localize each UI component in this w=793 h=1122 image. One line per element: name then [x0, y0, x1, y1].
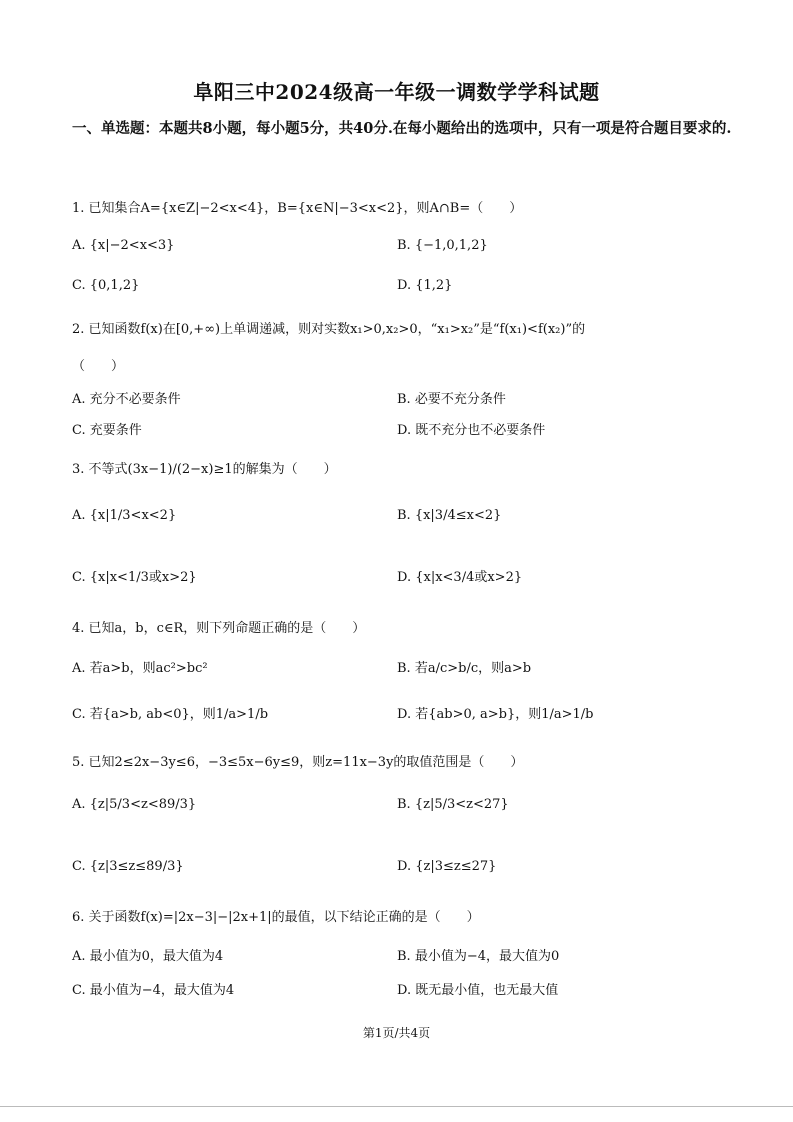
question-2-option-a: A. 充分不必要条件: [72, 392, 181, 407]
question-2-option-b: B. 必要不充分条件: [397, 392, 506, 407]
question-3-option-c: C. {x|x<1/3或x>2}: [72, 570, 197, 585]
question-3-stem: 3. 不等式(3x−1)/(2−x)≥1的解集为（ ）: [72, 462, 337, 477]
question-1-stem: 1. 已知集合A={x∈Z|−2<x<4}，B={x∈N|−3<x<2}，则A∩B=（ ）: [72, 201, 523, 216]
bottom-divider: [0, 1106, 793, 1107]
question-2-option-c: C. 充要条件: [72, 423, 142, 438]
question-1-option-a: A. {x|−2<x<3}: [72, 238, 175, 253]
question-6-option-d: D. 既无最小值，也无最大值: [397, 983, 559, 998]
question-1-option-b: B. {−1,0,1,2}: [397, 238, 488, 253]
question-2-option-d: D. 既不充分也不必要条件: [397, 423, 546, 438]
page-title: 阜阳三中2024级高一年级一调数学学科试题: [193, 80, 600, 104]
question-4-option-c: C. 若{a>b, ab<0}，则1/a>1/b: [72, 707, 269, 722]
question-2-stem-continued: （ ）: [72, 359, 125, 374]
question-4-option-d: D. 若{ab>0, a>b}，则1/a>1/b: [397, 707, 594, 722]
question-1-option-c: C. {0,1,2}: [72, 278, 140, 293]
question-5-option-c: C. {z|3≤z≤89/3}: [72, 859, 184, 874]
question-4-stem: 4. 已知a，b，c∈R，则下列命题正确的是（ ）: [72, 621, 366, 636]
section-heading: 一、单选题：本题共8小题，每小题5分，共40分.在每小题给出的选项中，只有一项是符合题目要求的.: [72, 120, 732, 137]
question-4-option-a: A. 若a>b，则ac²>bc²: [72, 661, 208, 676]
question-6-option-c: C. 最小值为−4，最大值为4: [72, 983, 235, 998]
question-6-option-b: B. 最小值为−4，最大值为0: [397, 949, 560, 964]
question-5-option-d: D. {z|3≤z≤27}: [397, 859, 497, 874]
question-2-stem: 2. 已知函数f(x)在[0,+∞)上单调递减，则对实数x₁>0,x₂>0，“x₁>x₂”是“f(x₁)<f(x₂)”的: [72, 322, 586, 337]
question-3-option-b: B. {x|3/4≤x<2}: [397, 508, 502, 523]
question-4-option-b: B. 若a/c>b/c，则a>b: [397, 661, 532, 676]
page-footer: 第1页/共4页: [362, 1026, 431, 1040]
question-5-option-b: B. {z|5/3<z<27}: [397, 797, 509, 812]
question-6-stem: 6. 关于函数f(x)=|2x−3|−|2x+1|的最值，以下结论正确的是（ ）: [72, 910, 480, 925]
question-6-option-a: A. 最小值为0，最大值为4: [72, 949, 224, 964]
question-3-option-d: D. {x|x<3/4或x>2}: [397, 570, 523, 585]
question-5-option-a: A. {z|5/3<z<89/3}: [72, 797, 197, 812]
question-1-option-d: D. {1,2}: [397, 278, 453, 293]
question-3-option-a: A. {x|1/3<x<2}: [72, 508, 177, 523]
question-5-stem: 5. 已知2≤2x−3y≤6，−3≤5x−6y≤9，则z=11x−3y的取值范围是（ ）: [72, 755, 524, 770]
